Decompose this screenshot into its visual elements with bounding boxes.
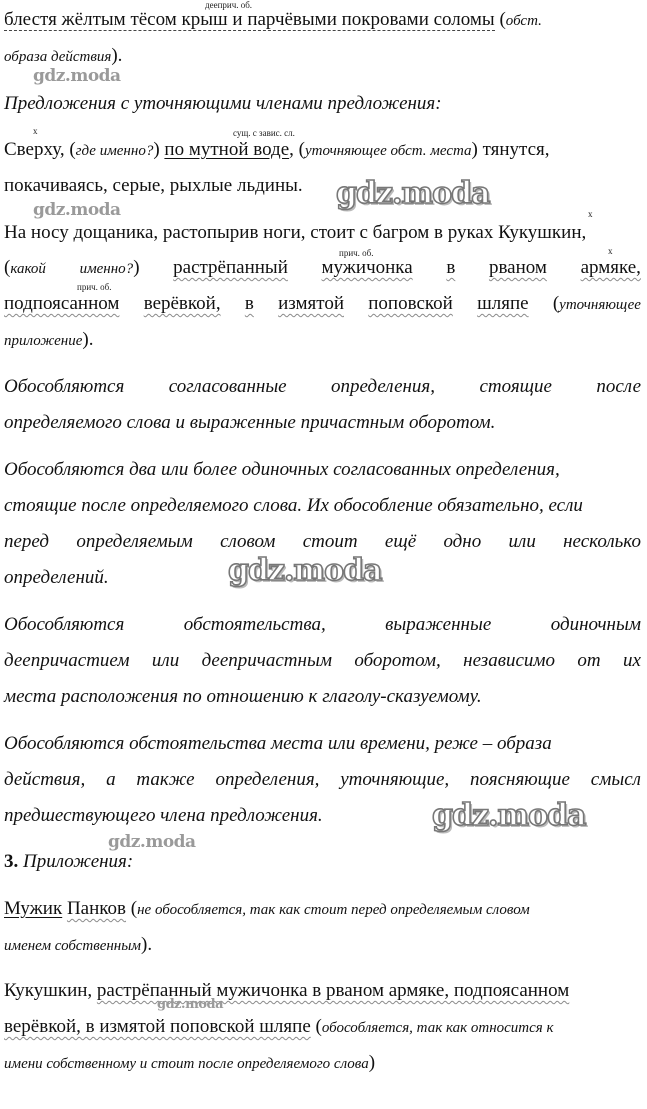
text-line — [4, 328, 641, 353]
word: определения, — [215, 769, 320, 790]
word: выраженные — [385, 614, 492, 635]
word: а — [106, 769, 116, 790]
text: ) — [368, 1052, 376, 1073]
word: также — [136, 769, 195, 790]
word: независимо — [463, 650, 555, 671]
word: определяемым — [76, 531, 193, 552]
text: ( — [552, 293, 560, 314]
word: после — [596, 376, 641, 397]
annotation-prich: прич. об. — [339, 248, 374, 258]
text: ( — [4, 257, 11, 278]
rule-line: Обособляются обстоятельства места или времени, реже – образа — [4, 733, 552, 754]
word: смысл — [590, 769, 641, 790]
appositive-word: мужичонка — [321, 257, 413, 278]
comment: приложение — [4, 333, 83, 349]
appositive: верёвкой, в измятой поповской шляпе — [4, 1016, 311, 1037]
question: где именно? — [75, 143, 154, 159]
word: стоящие — [479, 376, 552, 397]
word: обстоятельства, — [183, 614, 326, 635]
appositive-word: в — [244, 293, 254, 314]
word: Обособляются — [4, 614, 125, 635]
word: ещё — [384, 531, 417, 552]
watermark: gdz.moda — [228, 553, 382, 588]
comment: имени собственному и стоит после определяемого слова — [4, 1056, 369, 1072]
appositive-word: подпоясанном — [4, 293, 120, 314]
appositive-word: поповской — [368, 293, 453, 314]
appositive-word: шляпе — [477, 293, 529, 314]
word: словом — [220, 531, 276, 552]
appositive-word: рваном — [488, 257, 547, 278]
word: одиночным — [550, 614, 641, 635]
word: деепричастным — [201, 650, 332, 671]
word: действия, — [4, 769, 86, 790]
annotation-x: x — [608, 246, 613, 256]
text-line — [4, 979, 641, 1003]
comment: именем собственным — [4, 938, 141, 954]
question: именно? — [79, 261, 134, 277]
text: , ( — [289, 139, 305, 160]
rule-line — [4, 649, 641, 673]
appositive-word: верёвкой, — [143, 293, 221, 314]
text: Сверху, ( — [4, 139, 76, 160]
comment: не обособляется, так как стоит перед определяемым словом — [137, 902, 530, 918]
appositive: растрёпанный мужичонка в рваном армяке, подпоясанном — [96, 980, 570, 1001]
watermark: gdz.moda — [336, 176, 490, 211]
word: поясняющие — [470, 769, 570, 790]
text-line — [4, 138, 641, 163]
section-heading — [4, 850, 641, 874]
rule-line: определений. — [4, 567, 109, 588]
heading: Предложения с уточняющими членами предложения: — [4, 93, 442, 114]
rule-line: предшествующего члена предложения. — [4, 805, 323, 826]
rule-line: Обособляются два или более одиночных согласованных определения, — [4, 459, 560, 480]
text: ) тянутся, — [471, 139, 550, 160]
rule-line: определяемого слова и выраженные причастным оборотом. — [4, 412, 496, 433]
text: ). — [141, 934, 153, 955]
word: уточняющие, — [340, 769, 450, 790]
text: ). — [111, 45, 123, 66]
word: одно — [443, 531, 482, 552]
rule-line — [4, 768, 641, 792]
section-title: Приложения: — [23, 851, 134, 872]
text: ( — [494, 9, 506, 30]
text: Кукушкин, — [4, 980, 97, 1001]
word: их — [623, 650, 641, 671]
annotation-x: x — [33, 126, 38, 136]
subject: Мужик — [4, 898, 63, 919]
word: или — [508, 531, 536, 552]
word: или — [151, 650, 180, 671]
comment: уточняющее обст. места — [304, 143, 472, 159]
watermark: gdz.moda — [33, 200, 121, 220]
word: Обособляются — [4, 376, 125, 397]
rule-line — [4, 530, 641, 554]
word: перед — [4, 531, 50, 552]
rule-line — [4, 375, 641, 399]
comment: обособляется, так как относится к — [321, 1020, 554, 1036]
comment: обст. — [505, 13, 542, 29]
annotation-deeprich: дееприч. об. — [205, 0, 253, 10]
word: оборотом, — [354, 650, 441, 671]
watermark: gdz.moda — [432, 798, 586, 833]
appositive-word: в — [446, 257, 456, 278]
rule-line: стоящие после определяемого слова. Их обособление обязательно, если — [4, 495, 583, 516]
text-line — [4, 1051, 641, 1076]
word: определения, — [331, 376, 436, 397]
clarifying-member: по мутной воде — [164, 139, 290, 160]
watermark: gdz.moda — [157, 997, 224, 1012]
appositive-word: растрёпанный — [173, 257, 288, 278]
adverbial-phrase: блестя жёлтым тёсом крыш и парчёвыми покровами соломы — [4, 9, 495, 30]
question: какой — [10, 261, 46, 277]
annotation-x: x — [588, 209, 593, 219]
text-line — [4, 292, 641, 317]
appositive-word: измятой — [278, 293, 344, 314]
text-line — [4, 897, 641, 922]
appositive-word: армяке, — [580, 257, 641, 278]
text: ) — [153, 139, 165, 160]
text-line: покачиваясь, серые, рыхлые льдины. — [4, 175, 303, 196]
section-number: 3. — [4, 851, 19, 872]
text-line — [4, 8, 641, 33]
text: ( — [310, 1016, 322, 1037]
comment: уточняющее — [559, 297, 641, 313]
rule-line — [4, 613, 641, 637]
word: от — [577, 650, 601, 671]
text-line — [4, 933, 641, 958]
text-line: На носу дощаника, растопырив ноги, стоит с багром в руках Кукушкин, — [4, 222, 587, 243]
text: ( — [126, 898, 138, 919]
annotation-prich: прич. об. — [77, 282, 112, 292]
watermark: gdz.moda — [33, 66, 121, 86]
appositive: Панков — [66, 898, 127, 919]
rule-line: места расположения по отношению к глаголу-сказуемому. — [4, 686, 482, 707]
comment: образа действия — [4, 49, 112, 65]
text-line — [4, 1015, 641, 1040]
word: несколько — [563, 531, 641, 552]
word: согласованные — [168, 376, 287, 397]
text: ). — [82, 329, 94, 350]
word: деепричастием — [4, 650, 130, 671]
annotation-sush: сущ. с завис. сл. — [233, 128, 295, 138]
text: ) — [133, 257, 140, 278]
text-line — [4, 256, 641, 281]
word: стоит — [302, 531, 358, 552]
watermark: gdz.moda — [108, 832, 196, 852]
